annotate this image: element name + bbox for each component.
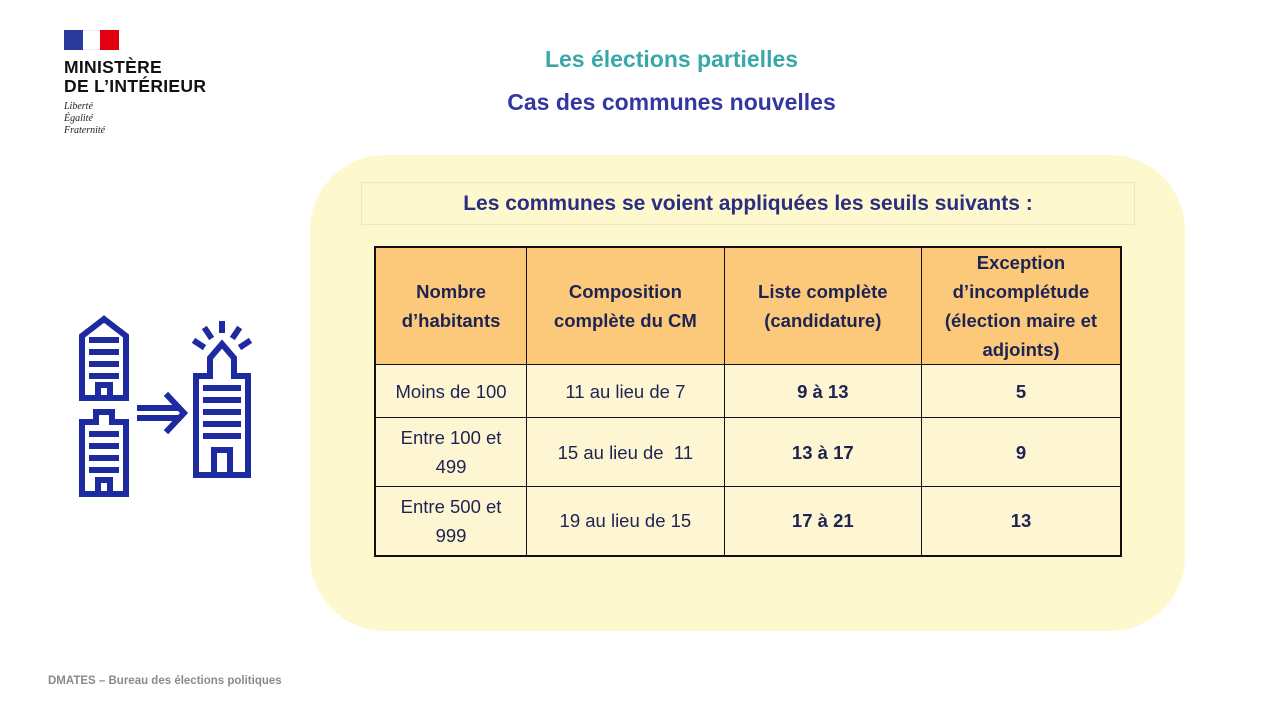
header-text: (candidature) [764, 310, 882, 331]
buildings-merge-icon [72, 312, 262, 502]
ministry-line-1: MINISTÈRE [64, 57, 162, 77]
cell-liste: 9 à 13 [724, 365, 921, 418]
header-text: complète du CM [553, 310, 697, 331]
cell-text: Entre 500 et [400, 495, 502, 517]
cell-exception: 9 [921, 418, 1121, 487]
table-header-row [375, 247, 1121, 365]
header-text: Exception [976, 252, 1066, 273]
cell-composition: 11 au lieu de 7 [527, 365, 725, 418]
cell-composition: 15 au lieu de 11 [527, 418, 725, 487]
cell-text: 499 [435, 456, 467, 477]
header-liste-complete [724, 247, 921, 365]
page-title: Les élections partielles [544, 46, 799, 72]
header-text: Composition [568, 281, 682, 302]
cell-composition: 19 au lieu de 15 [527, 487, 725, 556]
header-text: adjoints) [982, 339, 1060, 360]
header-text: d’incomplétude [952, 281, 1090, 302]
cell-population [375, 487, 527, 556]
table-row [375, 418, 1121, 487]
header-exception [921, 247, 1121, 365]
cell-text: Moins de 100 [395, 380, 507, 402]
motto-egalite: Égalité [64, 113, 93, 124]
thresholds-table [374, 246, 1122, 557]
header-text: d’habitants [401, 310, 501, 331]
table-row [375, 487, 1121, 556]
header-nombre-habitants [375, 247, 527, 365]
header-text: (élection maire et [944, 310, 1098, 331]
cell-text: Entre 100 et [400, 427, 502, 448]
cell-text: 999 [435, 524, 467, 546]
motto-fraternite: Fraternité [64, 125, 106, 136]
ministry-line-2: DE L’INTÉRIEUR [64, 76, 207, 96]
cell-population [375, 418, 527, 487]
cell-liste: 13 à 17 [724, 418, 921, 487]
footer-text: DMATES – Bureau des élections politiques [48, 675, 282, 687]
panel-heading: Les communes se voient appliquées les seuils suivants : [361, 182, 1135, 225]
cell-liste: 17 à 21 [724, 487, 921, 556]
table-row [375, 365, 1121, 418]
cell-exception: 5 [921, 365, 1121, 418]
header-text: Liste complète [758, 281, 888, 302]
page-subtitle: Cas des communes nouvelles [507, 89, 836, 115]
motto-liberte: Liberté [64, 101, 93, 112]
cell-population [375, 365, 527, 418]
cell-exception: 13 [921, 487, 1121, 556]
header-text: Nombre [416, 281, 486, 302]
header-composition [527, 247, 725, 365]
